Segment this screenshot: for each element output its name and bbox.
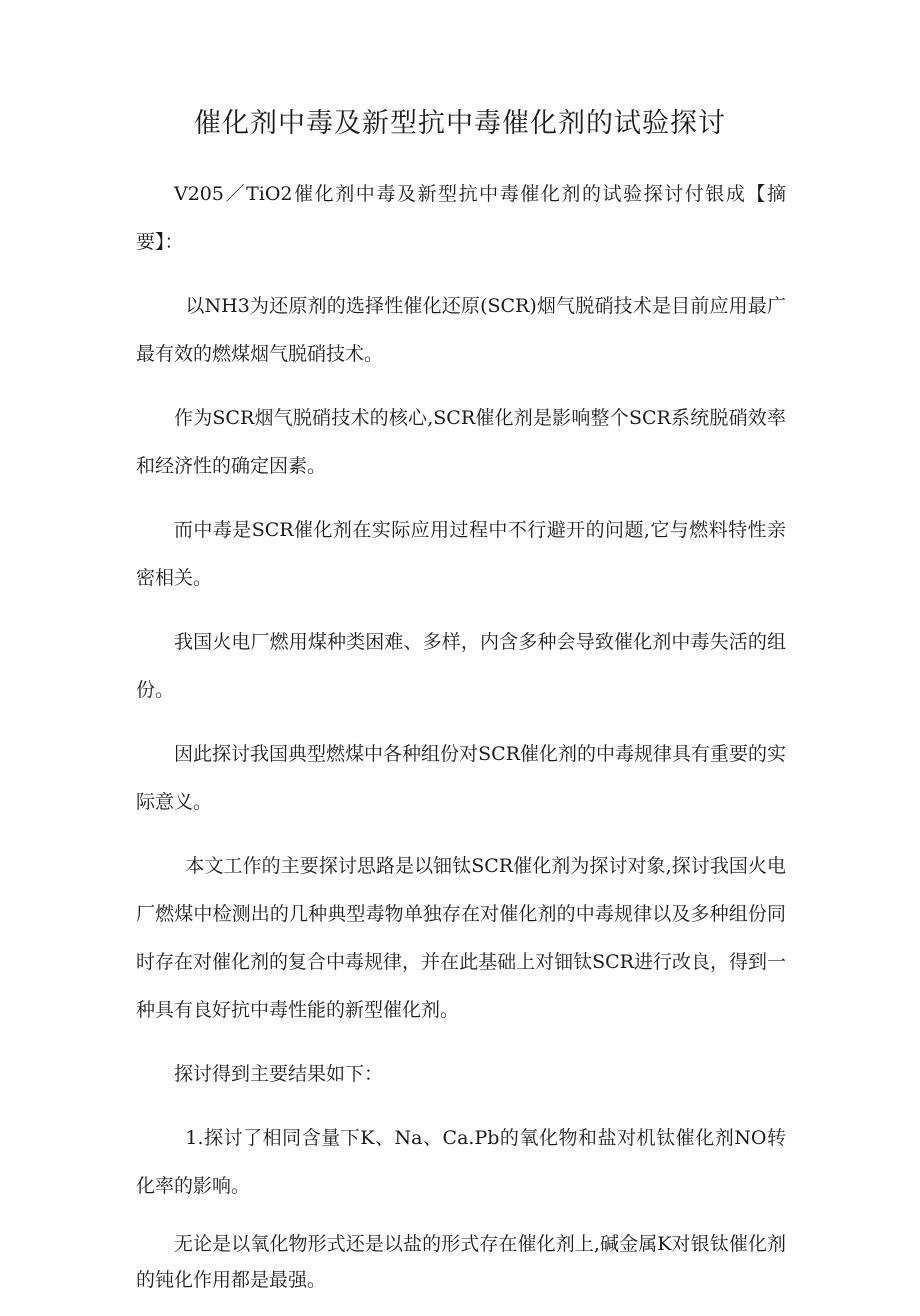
- document-body: [136, 170, 786, 1316]
- paragraph: 而中毒是SCR催化剂在实际应用过程中不行避开的问题,它与燃料特性亲密相关。: [136, 519, 786, 589]
- paragraph: 无论是以氧化物形式还是以盐的形式存在催化剂上,碱金属K对银钛催化剂的钝化作用都是最强。: [136, 1233, 786, 1291]
- paragraph: 以NH3为还原剂的选择性催化还原(SCR)烟气脱硝技术是目前应用最广最有效的燃煤烟气脱硝技术。: [136, 295, 786, 365]
- paragraph: 探讨得到主要结果如下：: [174, 1063, 384, 1085]
- paragraph-abstract-heading: V205／TiO2催化剂中毒及新型抗中毒催化剂的试验探讨付银成【摘要】：: [136, 183, 786, 253]
- paragraph: 1.探讨了相同含量下K、Na、Ca.Pb的氧化物和盐对机钛催化剂NO转化率的影响。: [136, 1127, 786, 1197]
- paragraph: 因此探讨我国典型燃煤中各种组份对SCR催化剂的中毒规律具有重要的实际意义。: [136, 743, 786, 813]
- paragraph: 本文工作的主要探讨思路是以钿钛SCR催化剂为探讨对象,探讨我国火电厂燃煤中检测出的几种典型毒物单独存在对催化剂的中毒规律以及多种组份同时存在对催化剂的复合中毒规律，并在此基础上对钿钛SCR进行改良，得到一种具有良好抗中毒性能的新型催化剂。: [136, 855, 786, 1021]
- paragraph: 作为SCR烟气脱硝技术的核心,SCR催化剂是影响整个SCR系统脱硝效率和经济性的确定因素。: [136, 407, 786, 477]
- paragraph: 我国火电厂燃用煤种类困难、多样，内含多种会导致催化剂中毒失活的组份。: [136, 631, 786, 701]
- document-title: 催化剂中毒及新型抗中毒催化剂的试验探讨: [194, 108, 726, 139]
